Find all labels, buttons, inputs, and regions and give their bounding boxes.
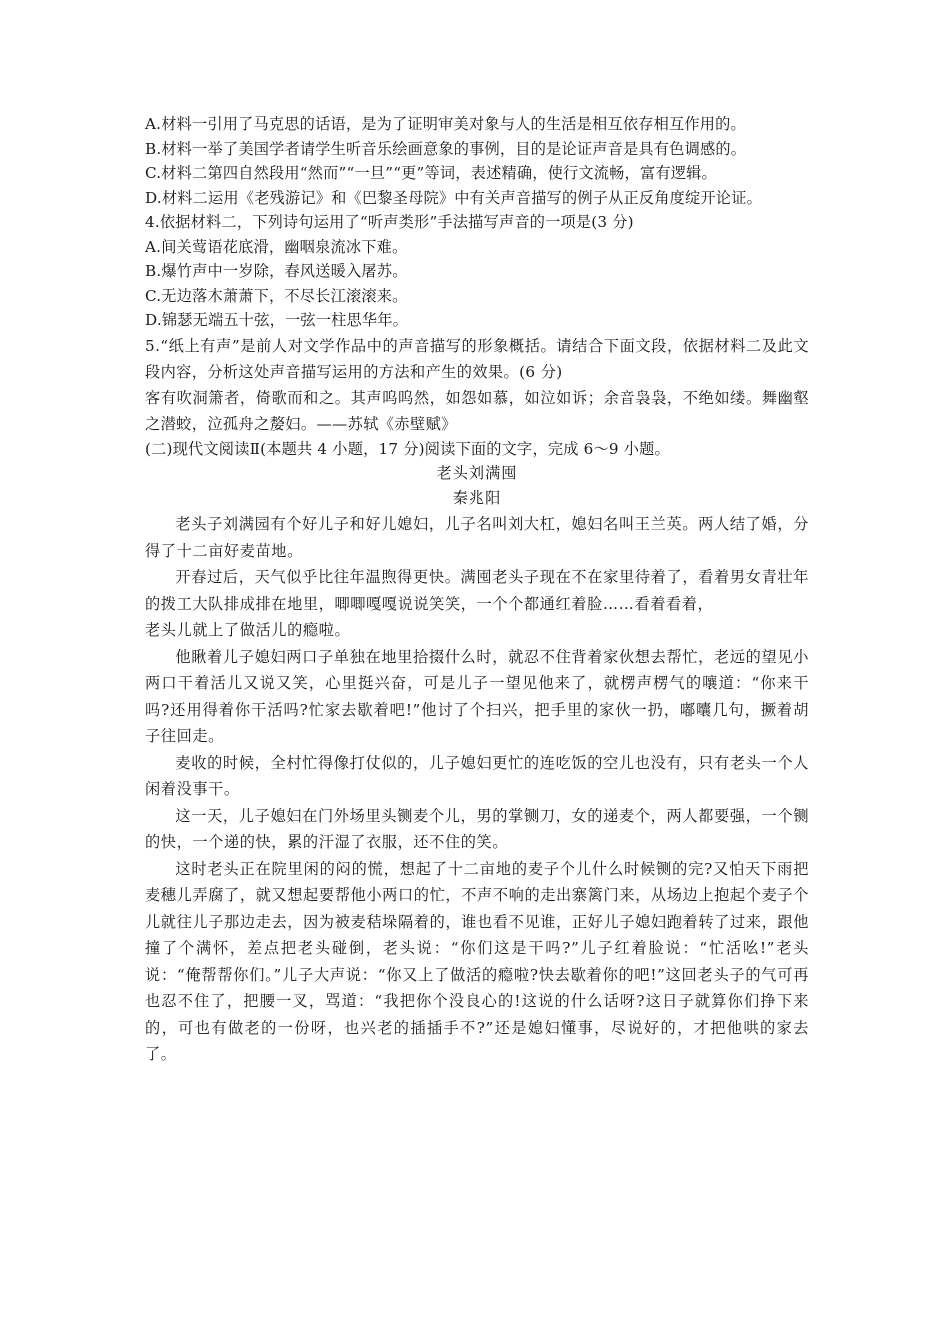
q3-option-b: B.材料一举了美国学者请学生听音乐绘画意象的事例，目的是论证声音是具有色调感的。 [145,139,747,158]
q4-option-d: D.锦瑟无端五十弦，一弦一柱思华年。 [145,311,409,329]
exam-page [145,112,809,1068]
q3-option-d: D.材料二运用《老残游记》和《巴黎圣母院》中有关声音描写的例子从正反角度绽开论证。 [145,188,762,207]
q3-option-a: A.材料一引用了马克思的话语，是为了证明审美对象与人的生活是相互依存相互作用的。 [145,115,746,133]
q4-option-a: A.间关莺语花底滑，幽咽泉流冰下难。 [145,237,408,256]
story-paragraph: 这时老头正在院里闲的闷的慌，想起了十二亩地的麦子个儿什么时候铡的完?又怕天下雨把麦穗儿弄腐了，就又想起要帮他小两口的忙，不声不响的走出寨篱门来，从场边上抱起个麦子个儿就往儿子那边走去，因为被麦秸垛隔着的，谁也看不见谁，正好儿子媳妇跑着转了过来，跟他撞了个满怀，差点把老头碰倒，老头说：“你们这是干吗?”儿子红着脸说：“忙活吆!”老头说：“俺帮帮你们。”儿子大声说：“你又上了做活的瘾啦?快去歇着你的吧!”这回老头子的气可再也忍不住了，把腰一叉，骂道：“我把你个没良心的!这说的什么话呀?这日子就算你们挣下来的，可也有做老的一份呀，也兴老的插插手不?”还是媳妇懂事，尽说好的，才把他哄的家去了。 [145,859,809,1063]
q5-stem: 5.“纸上有声”是前人对文学作品中的声音描写的形象概括。请结合下面文段，依据材料二及此文段内容，分析这处声音描写运用的方法和产生的效果。(6 分) [145,336,809,381]
story-paragraph: 开春过后，天气似乎比往年温煦得更快。满囤老头子现在不在家里待着了，看着男女青壮年的拨工大队排成排在地里，唧唧嘎嘎说说笑笑，一个个都通红着脸……看着看着， [145,568,809,613]
q3-option-c: C.材料二第四自然段用“然而”“一旦”“更”等词，表述精确，使行文流畅，富有逻辑。 [145,164,717,182]
story-author: 秦兆阳 [452,489,502,507]
story-title: 老头刘满囤 [436,464,518,482]
story-body [145,511,809,1068]
story-paragraph: 老头儿就上了做活儿的瘾啦。 [145,621,351,639]
question-3-options [145,112,809,210]
question-4 [145,210,809,333]
q4-stem: 4.依据材料二，下列诗句运用了“听声类形”手法描写声音的一项是(3 分) [145,213,634,231]
story-paragraph: 这一天，儿子媳妇在门外场里头铡麦个儿，男的掌铡刀，女的递麦个，两人都要强，一个铡的快，一个递的快，累的汗湿了衣服，还不住的笑。 [145,806,809,851]
q5-passage: 客有吹洞箫者，倚歌而和之。其声呜呜然，如怨如慕，如泣如诉；余音袅袅，不绝如缕。舞幽壑之潜蛟，泣孤舟之嫠妇。——苏轼《赤壁赋》 [145,388,809,433]
q4-option-c: C.无边落木萧萧下，不尽长江滚滚来。 [145,286,408,305]
q4-option-b: B.爆竹声中一岁除，春风送暖入屠苏。 [145,262,408,280]
story-paragraph: 麦收的时候，全村忙得像打仗似的，儿子媳妇更忙的连吃饭的空儿也没有，只有老头一个人闲着没事干。 [145,753,809,798]
question-5 [145,333,809,437]
section-header: (二)现代文阅读Ⅱ(本题共 4 小题，17 分)阅读下面的文字，完成 6～9 小题。 [145,439,670,458]
story-paragraph: 老头子刘满园有个好儿子和好儿媳妇，儿子名叫刘大杠，媳妇名叫王兰英。两人结了婚，分得了十二亩好麦苗地。 [145,515,809,560]
story-paragraph: 他瞅着儿子媳妇两口子单独在地里拾掇什么时，就忍不住背着家伙想去帮忙，老远的望见小两口干着活儿又说又笑，心里挺兴奋，可是儿子一望见他来了，就楞声楞气的嚷道：“你来干吗?还用得着你干活吗?忙家去歇着吧!”他讨了个扫兴，把手里的家伙一扔，嘟囔几句，撅着胡子往回走。 [145,647,809,745]
